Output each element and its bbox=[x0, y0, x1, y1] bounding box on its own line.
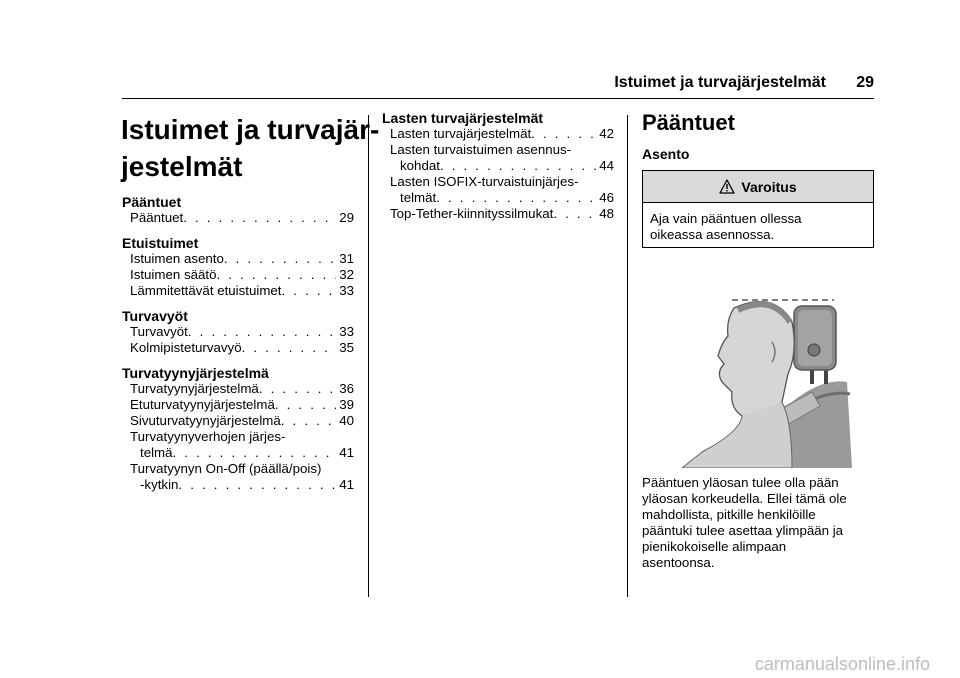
toc-entry-line1[interactable]: Lasten turvaistuimen asennus- bbox=[390, 142, 572, 157]
toc-heading: Turvatyynyjärjestelmä bbox=[122, 365, 269, 381]
toc-entry-line1[interactable]: Turvatyynyverhojen järjes- bbox=[130, 429, 286, 444]
headrest-position-illustration bbox=[642, 282, 874, 468]
toc-section bbox=[122, 235, 354, 299]
warning-title: Varoitus bbox=[741, 178, 797, 195]
toc-entry[interactable]: Turvatyynyjärjestelmä . . . 36 bbox=[122, 381, 354, 397]
toc-heading: Lasten turvajärjestelmät bbox=[382, 110, 544, 126]
toc-section bbox=[122, 365, 354, 493]
toc-entry[interactable]: -kytkin . . . 41 bbox=[122, 477, 354, 493]
warning-text: Aja vain pääntuen ollessa oikeassa asennossa. bbox=[650, 211, 802, 242]
subsection-title: Asento bbox=[642, 146, 690, 162]
toc-entry[interactable]: Pääntuet . . . 29 bbox=[122, 210, 354, 226]
toc-section bbox=[122, 194, 354, 226]
toc-column-1 bbox=[122, 194, 354, 493]
header-rule bbox=[122, 98, 874, 99]
chapter-title: Istuimet ja turvajär- jestelmät bbox=[121, 114, 380, 182]
toc-heading: Turvavyöt bbox=[122, 308, 188, 324]
toc-heading: Etuistuimet bbox=[122, 235, 199, 251]
toc-entry[interactable]: Etuturvatyynyjärjestelmä . . . 39 bbox=[122, 397, 354, 413]
warning-triangle-icon bbox=[719, 179, 735, 194]
toc-entry[interactable]: Istuimen säätö . . . 32 bbox=[122, 267, 354, 283]
toc-entry[interactable]: Top-Tether-kiinnityssilmukat . . . 48 bbox=[382, 206, 614, 222]
warning-header bbox=[643, 171, 873, 203]
page-number: 29 bbox=[856, 74, 874, 91]
toc-entry[interactable]: Kolmipisteturvavyö . . . 35 bbox=[122, 340, 354, 356]
toc-entry[interactable]: Turvavyöt . . . 33 bbox=[122, 324, 354, 340]
toc-column-2 bbox=[382, 110, 614, 222]
toc-entry-line1[interactable]: Turvatyynyn On-Off (päällä/pois) bbox=[130, 461, 322, 476]
column-divider-2 bbox=[627, 115, 628, 597]
toc-entry[interactable]: telmät . . . 46 bbox=[382, 190, 614, 206]
running-head: Istuimet ja turvajärjestelmät bbox=[614, 74, 826, 91]
toc-entry[interactable]: Lasten turvajärjestelmät . . . 42 bbox=[382, 126, 614, 142]
toc-entry[interactable]: Lämmitettävät etuistuimet . . . 33 bbox=[122, 283, 354, 299]
toc-entry[interactable]: telmä . . . 41 bbox=[122, 445, 354, 461]
body-paragraph: Pääntuen yläosan tulee olla pään yläosan korkeudella. Ellei tämä ole mahdollista, pitkille henkilöille pääntuki tulee asettaa ylimpään ja pienikokoiselle alimpaan asentoonsa. bbox=[642, 475, 847, 570]
warning-box bbox=[642, 170, 874, 248]
toc-section bbox=[122, 308, 354, 356]
toc-heading: Pääntuet bbox=[122, 194, 182, 210]
section-title: Pääntuet bbox=[642, 110, 735, 135]
toc-entry[interactable]: Sivuturvatyynyjärjestelmä . . . 40 bbox=[122, 413, 354, 429]
toc-entry[interactable]: kohdat . . . 44 bbox=[382, 158, 614, 174]
watermark: carmanualsonline.info bbox=[754, 654, 930, 674]
toc-entry-line1[interactable]: Lasten ISOFIX-turvaistuinjärjes- bbox=[390, 174, 579, 189]
column-divider-1 bbox=[368, 115, 369, 597]
toc-entry[interactable]: Istuimen asento . . . 31 bbox=[122, 251, 354, 267]
